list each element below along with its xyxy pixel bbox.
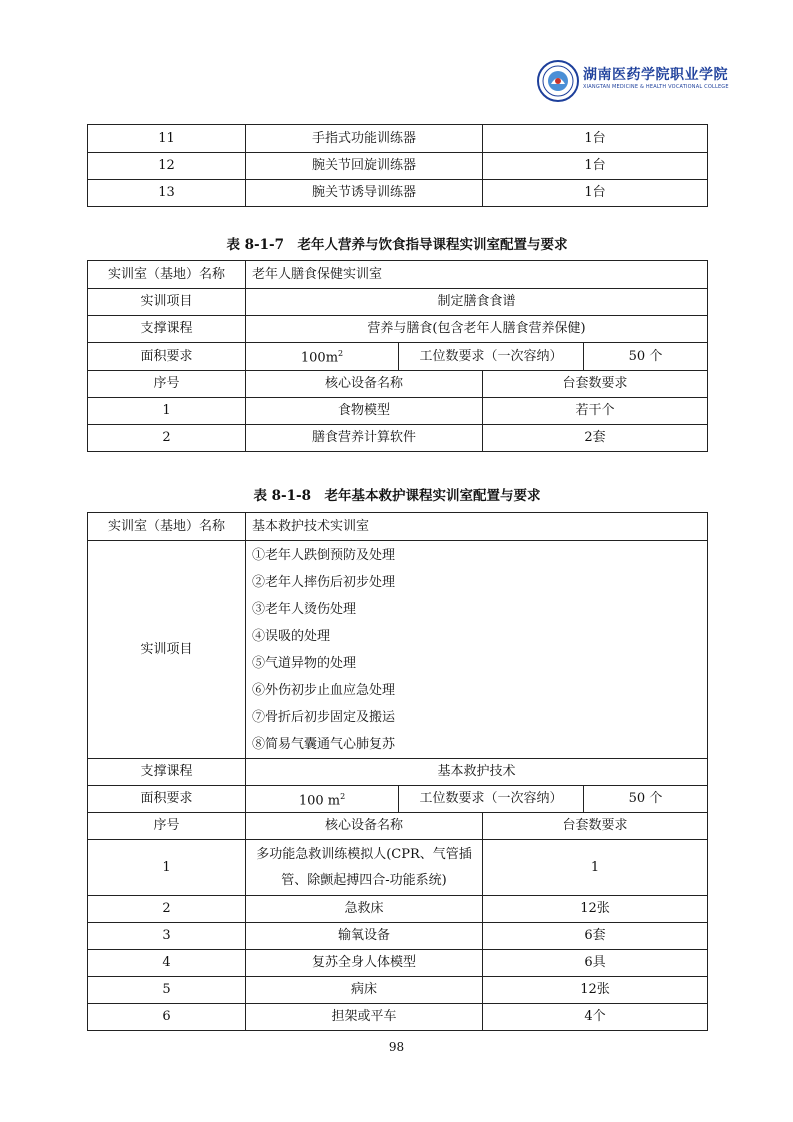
row-number: 3 [88,923,246,950]
equipment-quantity: 6具 [483,950,708,977]
list-item: ⑦骨折后初步固定及搬运 [252,709,396,725]
equipment-name: 食物模型 [246,398,483,425]
school-name-en: XIANGTAN MEDICINE & HEALTH VOCATIONAL COLLEGE [583,84,729,90]
equipment-name: 多功能急救训练模拟人(CPR、气管插 管、除颤起搏四合-功能系统) [246,840,483,896]
equipment-name: 病床 [246,977,483,1004]
school-emblem-icon [537,60,579,102]
area-label: 面积要求 [88,343,246,371]
equipment-name: 复苏全身人体模型 [246,950,483,977]
project-list [246,541,708,759]
equipment-quantity: 1台 [483,180,708,207]
table-row [88,153,708,180]
table-row [88,1004,708,1031]
table-row [88,977,708,1004]
list-item: ①老年人跌倒预防及处理 [252,547,396,563]
list-item: ⑧简易气囊通气心肺复苏 [252,736,396,752]
station-value: 50 个 [584,786,708,813]
equipment-name: 手指式功能训练器 [246,125,483,153]
school-name-cn: 湖南医药学院职业学院 [583,67,728,83]
row-number: 4 [88,950,246,977]
course-label: 支撑课程 [88,759,246,786]
row-number: 1 [88,398,246,425]
row-number: 5 [88,977,246,1004]
equipment-quantity: 1台 [483,125,708,153]
col-header-name: 核心设备名称 [246,371,483,398]
area-label: 面积要求 [88,786,246,813]
list-item: ④误吸的处理 [252,628,331,644]
table-row [88,125,708,153]
list-item: ⑥外伤初步止血应急处理 [252,682,396,698]
project-label: 实训项目 [88,289,246,316]
equipment-name: 膳食营养计算软件 [246,425,483,452]
page-number: 98 [388,1040,405,1054]
area-value: 100 $m^2$ [246,786,399,813]
room-label: 实训室（基地）名称 [88,261,246,289]
table-8-1-8 [87,512,708,1031]
equipment-name: 腕关节回旋训练器 [246,153,483,180]
equipment-quantity: 2套 [483,425,708,452]
equipment-quantity: 4个 [483,1004,708,1031]
area-value: $100m^2$ [246,343,399,371]
room-label: 实训室（基地）名称 [88,513,246,541]
list-item: ③老年人烫伤处理 [252,601,357,617]
equipment-quantity: 1台 [483,153,708,180]
station-value: 50 个 [584,343,708,371]
course-label: 支撑课程 [88,316,246,343]
room-value: 老年人膳食保健实训室 [246,261,708,289]
table-row [88,180,708,207]
course-value: 基本救护技术 [246,759,708,786]
col-header-name: 核心设备名称 [246,813,483,840]
equipment-quantity: 1 [483,840,708,896]
table-row [88,950,708,977]
project-label: 实训项目 [88,541,246,759]
table-top-continuation [87,124,708,207]
row-number: 11 [88,125,246,153]
row-number: 1 [88,840,246,896]
station-label: 工位数要求（一次容纳） [399,343,584,371]
equipment-quantity: 12张 [483,896,708,923]
room-value: 基本救护技术实训室 [246,513,708,541]
table-row [88,923,708,950]
col-header-qty: 台套数要求 [483,371,708,398]
station-label: 工位数要求（一次容纳） [399,786,584,813]
equipment-name: 担架或平车 [246,1004,483,1031]
list-item: ⑤气道异物的处理 [252,655,357,671]
col-header-no: 序号 [88,371,246,398]
equipment-quantity: 若干个 [483,398,708,425]
equipment-name: 输氧设备 [246,923,483,950]
list-item: ②老年人摔伤后初步处理 [252,574,396,590]
col-header-qty: 台套数要求 [483,813,708,840]
course-value: 营养与膳食(包含老年人膳食营养保健) [246,316,708,343]
col-header-no: 序号 [88,813,246,840]
equipment-quantity: 6套 [483,923,708,950]
school-logo [537,60,729,104]
equipment-name: 腕关节诱导训练器 [246,180,483,207]
row-number: 2 [88,425,246,452]
project-value: 制定膳食食谱 [246,289,708,316]
row-number: 13 [88,180,246,207]
row-number: 6 [88,1004,246,1031]
table-8-1-8-caption: 表 8-1-8 老年基本救护课程实训室配置与要求 [253,488,541,504]
equipment-name: 急救床 [246,896,483,923]
table-row [88,398,708,425]
table-8-1-7 [87,260,708,452]
row-number: 2 [88,896,246,923]
table-row [88,425,708,452]
equipment-quantity: 12张 [483,977,708,1004]
table-row [88,840,708,896]
table-8-1-7-caption: 表 8-1-7 老年人营养与饮食指导课程实训室配置与要求 [226,237,568,253]
table-row [88,896,708,923]
row-number: 12 [88,153,246,180]
